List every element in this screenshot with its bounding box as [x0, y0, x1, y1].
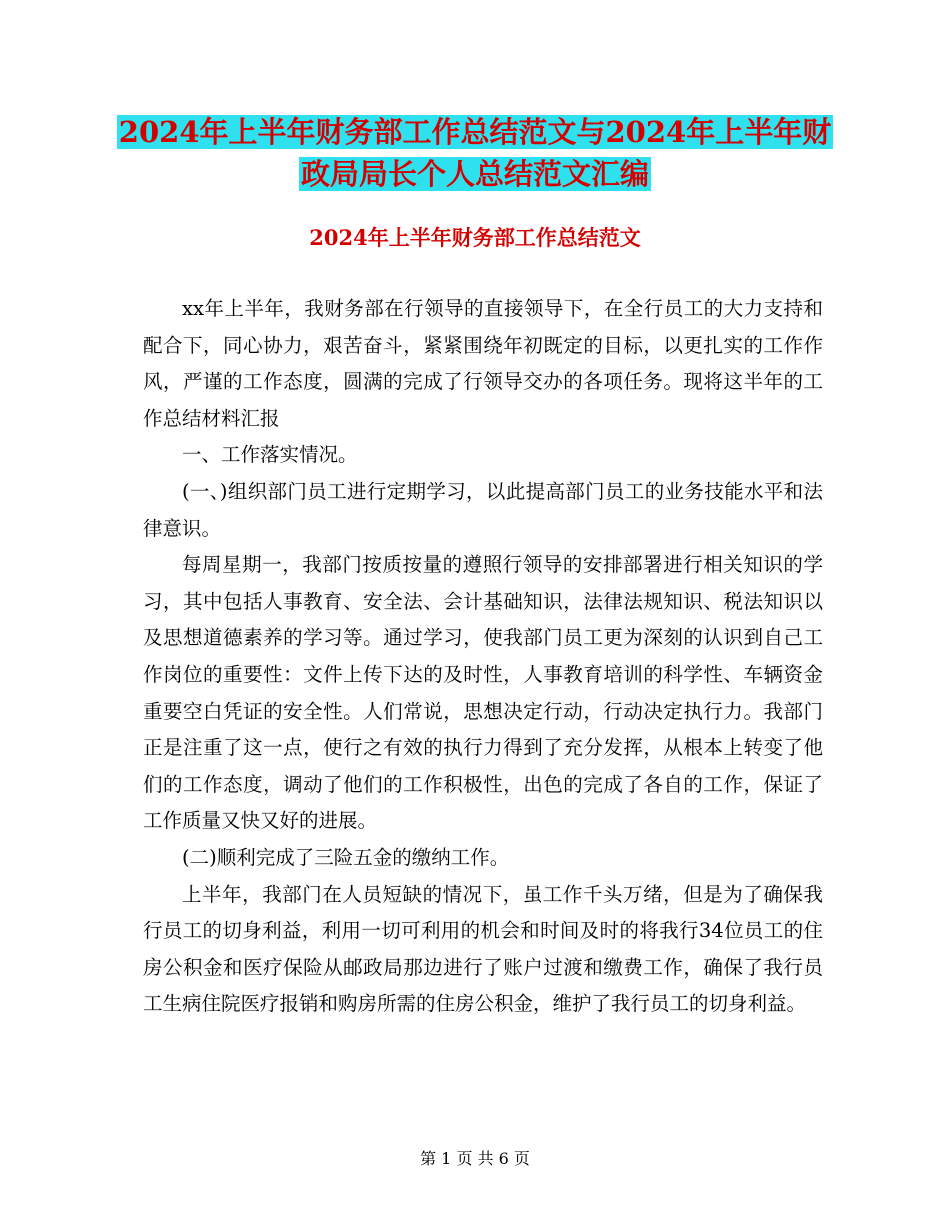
paragraph: (二)顺利完成了三险五金的缴纳工作。 [182, 845, 510, 869]
document-title-line-1 [0, 112, 950, 152]
body-text [143, 291, 823, 1023]
page-footer [0, 1147, 950, 1171]
paragraph: 每周星期一，我部门按质按量的遵照行领导的安排部署进行相关知识的学习，其中包括人事教育、安全法、会计基础知识，法律法规知识、税法知识以及思想道德素养的学习等。通过学习，使我部门员工更为深刻的认识到自己工作岗位的重要性：文件上传下达的及时性，人事教育培训的科学性、车辆资金重要空白凭证的安全性。人们常说，思想决定行动，行动决定执行力。我部门正是注重了这一点，使行之有效的执行力得到了充分发挥，从根本上转变了他们的工作态度，调动了他们的工作积极性，出色的完成了各自的工作，保证了工作质量又快又好的进展。 [143, 553, 823, 833]
title-highlight: 政局局长个人总结范文汇编 [300, 157, 649, 191]
title-highlight: 2024年上半年财务部工作总结范文与2024年上半年财 [118, 115, 832, 149]
paragraph: 一、工作落实情况。 [182, 443, 358, 467]
section-title: 2024年上半年财务部工作总结范文 [309, 225, 641, 250]
paragraph: xx年上半年，我财务部在行领导的直接领导下，在全行员工的大力支持和配合下，同心协力，艰苦奋斗，紧紧围绕年初既定的目标，以更扎实的工作作风，严谨的工作态度，圆满的完成了行领导交办的各项任务。现将这半年的工作总结材料汇报 [143, 297, 823, 430]
paragraph: (一、)组织部门员工进行定期学习，以此提高部门员工的业务技能水平和法律意识。 [143, 479, 823, 540]
document-title-line-2 [0, 154, 950, 194]
paragraph: 上半年，我部门在人员短缺的情况下，虽工作千头万绪，但是为了确保我行员工的切身利益，利用一切可利用的机会和时间及时的将我行34位员工的住房公积金和医疗保险从邮政局那边进行了账户过渡和缴费工作，确保了我行员工生病住院医疗报销和购房所需的住房公积金，维护了我行员工的切身利益。 [143, 882, 823, 1016]
page-number: 第 1 页 共 6 页 [420, 1149, 530, 1168]
